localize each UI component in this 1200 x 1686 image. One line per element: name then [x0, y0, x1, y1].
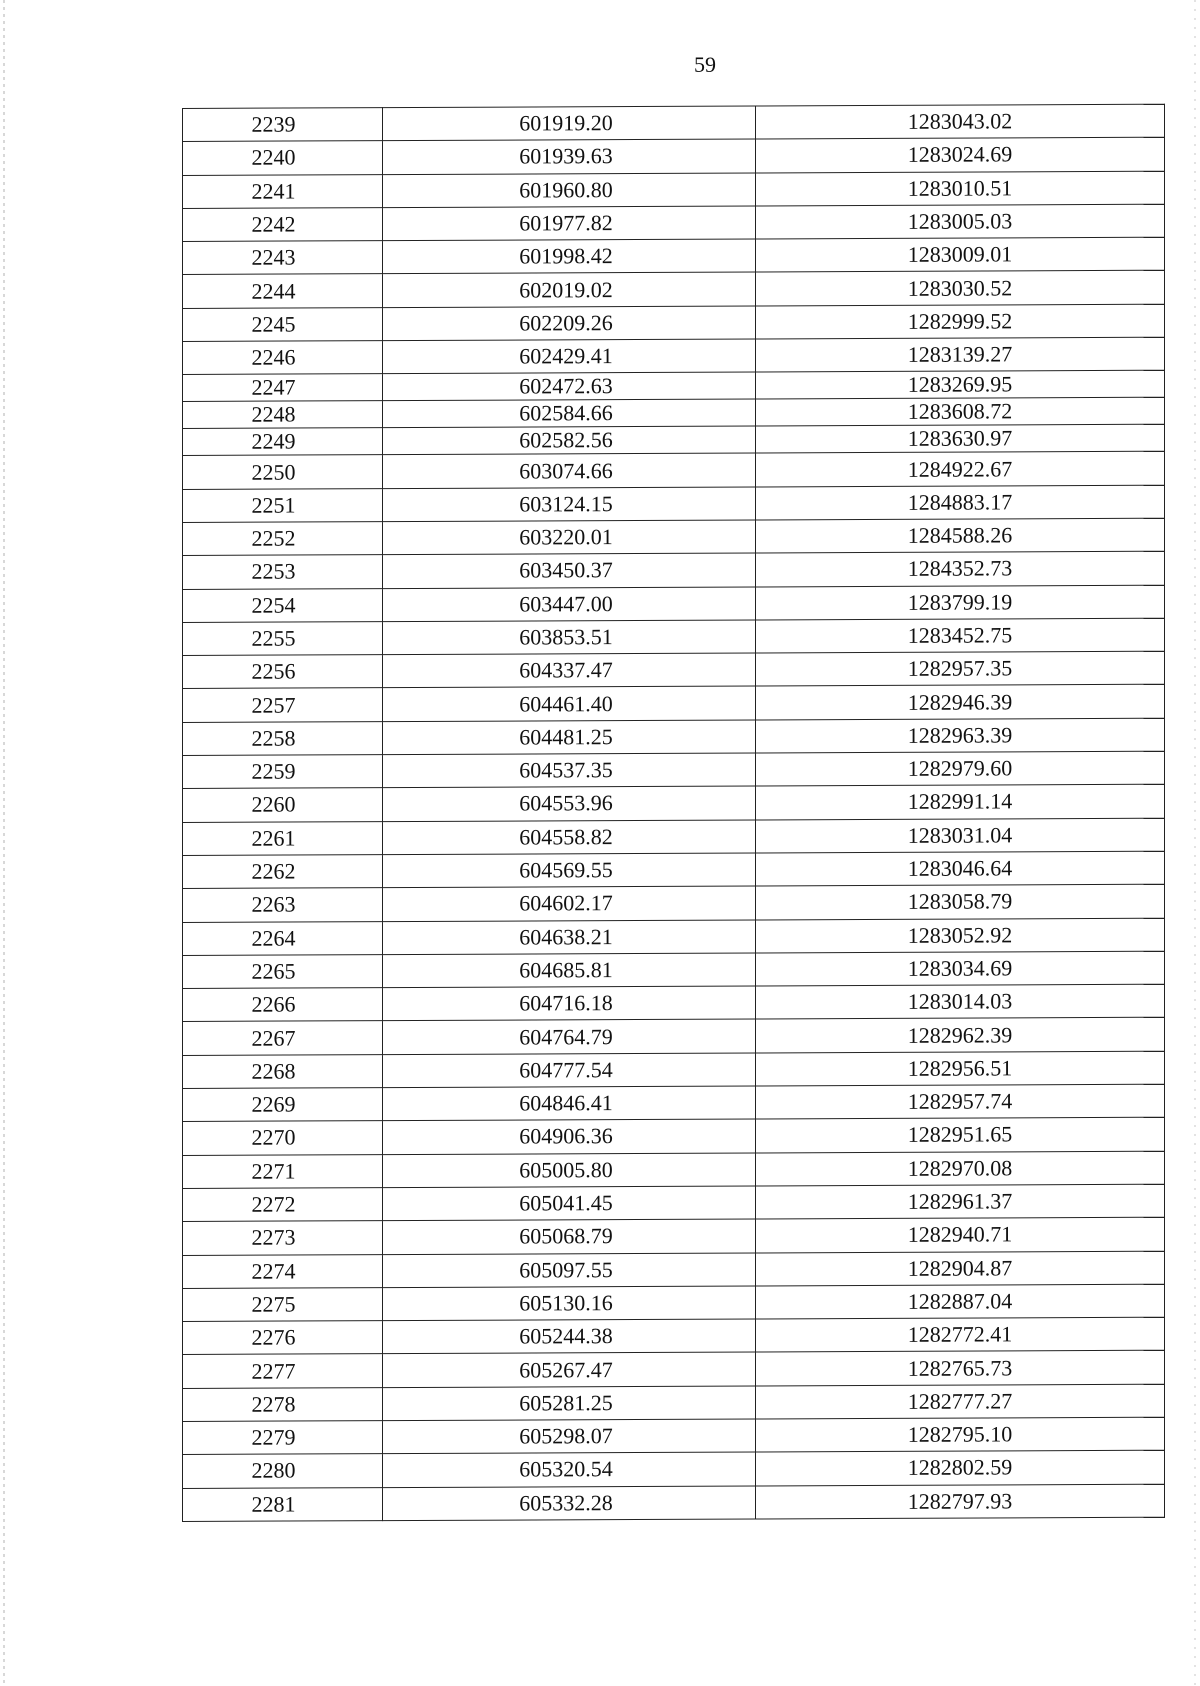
table-row — [183, 1051, 1165, 1089]
y-coordinate-cell: 1283052.92 — [756, 918, 1165, 953]
point-number-cell: 2247 — [183, 374, 383, 402]
point-number-cell: 2266 — [183, 988, 383, 1022]
x-coordinate-cell: 604602.17 — [383, 886, 756, 921]
y-coordinate-cell: 1283452.75 — [756, 618, 1165, 653]
x-coordinate-cell: 604558.82 — [383, 820, 756, 855]
x-coordinate-cell: 603220.01 — [383, 520, 756, 555]
y-coordinate-cell: 1282970.08 — [756, 1151, 1165, 1186]
y-coordinate-cell: 1282940.71 — [756, 1217, 1165, 1252]
table-row — [183, 425, 1165, 456]
table-row — [183, 951, 1165, 989]
y-coordinate-cell: 1283608.72 — [756, 398, 1165, 427]
table-row — [183, 518, 1165, 556]
table-row — [183, 1351, 1165, 1389]
table-row — [183, 104, 1165, 142]
x-coordinate-cell: 605320.54 — [383, 1452, 756, 1487]
coordinates-table-body — [183, 104, 1165, 1521]
table-row — [183, 1317, 1165, 1355]
table-row — [183, 204, 1165, 242]
table-row — [183, 271, 1165, 309]
table-row — [183, 718, 1165, 756]
point-number-cell: 2255 — [183, 621, 383, 655]
y-coordinate-cell: 1283058.79 — [756, 884, 1165, 919]
x-coordinate-cell: 603450.37 — [383, 553, 756, 588]
y-coordinate-cell: 1283034.69 — [756, 951, 1165, 986]
x-coordinate-cell: 601939.63 — [383, 139, 756, 174]
x-coordinate-cell: 604553.96 — [383, 786, 756, 821]
table-row — [183, 1184, 1165, 1222]
table-row — [183, 1084, 1165, 1122]
x-coordinate-cell: 604537.35 — [383, 753, 756, 788]
table-row — [183, 785, 1165, 823]
y-coordinate-cell: 1282795.10 — [756, 1417, 1165, 1452]
point-number-cell: 2252 — [183, 522, 383, 556]
point-number-cell: 2251 — [183, 488, 383, 522]
point-number-cell: 2267 — [183, 1021, 383, 1055]
x-coordinate-cell: 601998.42 — [383, 239, 756, 274]
x-coordinate-cell: 604764.79 — [383, 1019, 756, 1054]
table-row — [183, 304, 1165, 342]
point-number-cell: 2256 — [183, 655, 383, 689]
point-number-cell: 2270 — [183, 1121, 383, 1155]
point-number-cell: 2280 — [183, 1454, 383, 1488]
y-coordinate-cell: 1282772.41 — [756, 1317, 1165, 1352]
x-coordinate-cell: 604716.18 — [383, 986, 756, 1021]
point-number-cell: 2262 — [183, 855, 383, 889]
y-coordinate-cell: 1283030.52 — [756, 271, 1165, 306]
x-coordinate-cell: 605267.47 — [383, 1352, 756, 1387]
x-coordinate-cell: 605281.25 — [383, 1386, 756, 1421]
table-row — [183, 171, 1165, 209]
x-coordinate-cell: 603124.15 — [383, 487, 756, 522]
y-coordinate-cell: 1283046.64 — [756, 851, 1165, 886]
point-number-cell: 2257 — [183, 688, 383, 722]
point-number-cell: 2274 — [183, 1254, 383, 1288]
x-coordinate-cell: 604906.36 — [383, 1119, 756, 1154]
point-number-cell: 2271 — [183, 1154, 383, 1188]
point-number-cell: 2258 — [183, 721, 383, 755]
x-coordinate-cell: 604461.40 — [383, 686, 756, 721]
point-number-cell: 2265 — [183, 954, 383, 988]
point-number-cell: 2279 — [183, 1421, 383, 1455]
point-number-cell: 2253 — [183, 555, 383, 589]
y-coordinate-cell: 1282979.60 — [756, 751, 1165, 786]
table-row — [183, 918, 1165, 956]
point-number-cell: 2259 — [183, 755, 383, 789]
table-row — [183, 751, 1165, 789]
y-coordinate-cell: 1282777.27 — [756, 1384, 1165, 1419]
x-coordinate-cell: 604337.47 — [383, 653, 756, 688]
x-coordinate-cell: 605332.28 — [383, 1486, 756, 1521]
y-coordinate-cell: 1283014.03 — [756, 984, 1165, 1019]
page-number: 59 — [694, 52, 716, 77]
point-number-cell: 2261 — [183, 821, 383, 855]
point-number-cell: 2242 — [183, 208, 383, 242]
point-number-cell: 2272 — [183, 1188, 383, 1222]
x-coordinate-cell: 604846.41 — [383, 1086, 756, 1121]
table-row — [183, 237, 1165, 275]
x-coordinate-cell: 602584.66 — [383, 399, 756, 428]
point-number-cell: 2250 — [183, 455, 383, 489]
x-coordinate-cell: 603074.66 — [383, 453, 756, 488]
table-row — [183, 1217, 1165, 1255]
table-row — [183, 884, 1165, 922]
x-coordinate-cell: 601919.20 — [383, 106, 756, 141]
y-coordinate-cell: 1284883.17 — [756, 485, 1165, 520]
point-number-cell: 2281 — [183, 1487, 383, 1521]
y-coordinate-cell: 1283630.97 — [756, 425, 1165, 454]
x-coordinate-cell: 604638.21 — [383, 920, 756, 955]
point-number-cell: 2254 — [183, 588, 383, 622]
y-coordinate-cell: 1282991.14 — [756, 785, 1165, 820]
table-row — [183, 1018, 1165, 1056]
y-coordinate-cell: 1283024.69 — [756, 138, 1165, 173]
point-number-cell: 2246 — [183, 341, 383, 375]
x-coordinate-cell: 605005.80 — [383, 1153, 756, 1188]
x-coordinate-cell: 603853.51 — [383, 620, 756, 655]
y-coordinate-cell: 1282957.35 — [756, 651, 1165, 686]
point-number-cell: 2275 — [183, 1287, 383, 1321]
x-coordinate-cell: 601977.82 — [383, 206, 756, 241]
point-number-cell: 2273 — [183, 1221, 383, 1255]
y-coordinate-cell: 1282765.73 — [756, 1351, 1165, 1386]
x-coordinate-cell: 605244.38 — [383, 1319, 756, 1354]
table-row — [183, 1384, 1165, 1422]
table-row — [183, 371, 1165, 402]
point-number-cell: 2264 — [183, 921, 383, 955]
table-row — [183, 585, 1165, 623]
x-coordinate-cell: 604569.55 — [383, 853, 756, 888]
point-number-cell: 2268 — [183, 1054, 383, 1088]
table-row — [183, 618, 1165, 656]
x-coordinate-cell: 602472.63 — [383, 372, 756, 401]
table-row — [183, 398, 1165, 429]
y-coordinate-cell: 1282956.51 — [756, 1051, 1165, 1086]
y-coordinate-cell: 1282904.87 — [756, 1251, 1165, 1286]
x-coordinate-cell: 605097.55 — [383, 1252, 756, 1287]
x-coordinate-cell: 602582.56 — [383, 426, 756, 455]
point-number-cell: 2245 — [183, 307, 383, 341]
point-number-cell: 2269 — [183, 1088, 383, 1122]
table-row — [183, 1450, 1165, 1488]
y-coordinate-cell: 1282957.74 — [756, 1084, 1165, 1119]
table-row — [183, 984, 1165, 1022]
y-coordinate-cell: 1284588.26 — [756, 518, 1165, 553]
point-number-cell: 2240 — [183, 141, 383, 175]
table-row — [183, 651, 1165, 689]
y-coordinate-cell: 1282887.04 — [756, 1284, 1165, 1319]
table-row — [183, 485, 1165, 523]
point-number-cell: 2249 — [183, 428, 383, 456]
y-coordinate-cell: 1282963.39 — [756, 718, 1165, 753]
x-coordinate-cell: 605068.79 — [383, 1219, 756, 1254]
scan-edge-left — [3, 0, 5, 1686]
y-coordinate-cell: 1282999.52 — [756, 304, 1165, 339]
point-number-cell: 2243 — [183, 241, 383, 275]
x-coordinate-cell: 605130.16 — [383, 1286, 756, 1321]
y-coordinate-cell: 1283799.19 — [756, 585, 1165, 620]
point-number-cell: 2276 — [183, 1321, 383, 1355]
y-coordinate-cell: 1282797.93 — [756, 1484, 1165, 1519]
y-coordinate-cell: 1284352.73 — [756, 551, 1165, 586]
point-number-cell: 2260 — [183, 788, 383, 822]
point-number-cell: 2263 — [183, 888, 383, 922]
table-row — [183, 551, 1165, 589]
x-coordinate-cell: 602429.41 — [383, 339, 756, 374]
table-row — [183, 452, 1165, 490]
point-number-cell: 2241 — [183, 174, 383, 208]
y-coordinate-cell: 1283009.01 — [756, 237, 1165, 272]
table-row — [183, 851, 1165, 889]
table-row — [183, 685, 1165, 723]
point-number-cell: 2277 — [183, 1354, 383, 1388]
point-number-cell: 2239 — [183, 108, 383, 142]
y-coordinate-cell: 1284922.67 — [756, 452, 1165, 487]
y-coordinate-cell: 1282802.59 — [756, 1450, 1165, 1485]
x-coordinate-cell: 601960.80 — [383, 173, 756, 208]
y-coordinate-cell: 1283139.27 — [756, 337, 1165, 372]
y-coordinate-cell: 1283269.95 — [756, 371, 1165, 400]
coordinates-table-container — [182, 108, 1164, 1522]
y-coordinate-cell: 1282951.65 — [756, 1118, 1165, 1153]
x-coordinate-cell: 604481.25 — [383, 720, 756, 755]
y-coordinate-cell: 1283043.02 — [756, 104, 1165, 139]
point-number-cell: 2278 — [183, 1387, 383, 1421]
y-coordinate-cell: 1282961.37 — [756, 1184, 1165, 1219]
y-coordinate-cell: 1282962.39 — [756, 1018, 1165, 1053]
point-number-cell: 2248 — [183, 401, 383, 429]
x-coordinate-cell: 602019.02 — [383, 272, 756, 307]
x-coordinate-cell: 605041.45 — [383, 1186, 756, 1221]
table-row — [183, 1484, 1165, 1522]
x-coordinate-cell: 604685.81 — [383, 953, 756, 988]
scan-edge-right — [1194, 0, 1196, 1686]
coordinates-table — [182, 104, 1165, 1522]
y-coordinate-cell: 1283031.04 — [756, 818, 1165, 853]
table-row — [183, 1284, 1165, 1322]
point-number-cell: 2244 — [183, 274, 383, 308]
table-row — [183, 138, 1165, 176]
x-coordinate-cell: 603447.00 — [383, 587, 756, 622]
x-coordinate-cell: 602209.26 — [383, 306, 756, 341]
table-row — [183, 337, 1165, 375]
table-row — [183, 1151, 1165, 1189]
table-row — [183, 1251, 1165, 1289]
y-coordinate-cell: 1283005.03 — [756, 204, 1165, 239]
table-row — [183, 1118, 1165, 1156]
x-coordinate-cell: 605298.07 — [383, 1419, 756, 1454]
y-coordinate-cell: 1283010.51 — [756, 171, 1165, 206]
y-coordinate-cell: 1282946.39 — [756, 685, 1165, 720]
table-row — [183, 1417, 1165, 1455]
x-coordinate-cell: 604777.54 — [383, 1053, 756, 1088]
table-row — [183, 818, 1165, 856]
